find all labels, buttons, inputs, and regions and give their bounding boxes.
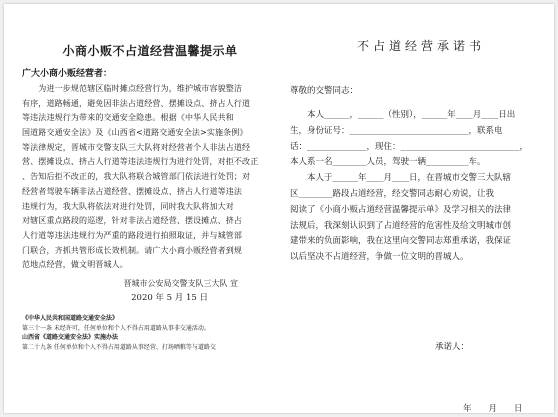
notice-line: 营、摆摊设点、挤占人行道等违法违规行为进行处罚，对拒不改正 bbox=[22, 157, 259, 167]
notice-line: 有序，道路畅通，避免因非法占道经营、摆摊设点、挤占人行道 bbox=[22, 98, 251, 108]
notice-line: 经营者驾驶车辆非法占道经营、摆摊设点、挤占人行道等违法 bbox=[22, 186, 243, 196]
pledge-line: 本人于______年____月____日，在晋城市交警三大队辖 bbox=[290, 173, 512, 184]
pledge-section bbox=[290, 38, 538, 414]
notice-line: 、告知后拒不改正的，我大队将联合城管部门依法进行处罚；对 bbox=[22, 172, 251, 182]
notice-line: 门联合，齐抓共管形成长效机制。请广大小商小贩经营者到规 bbox=[22, 245, 243, 255]
pledge-date-label: 年 月 日 bbox=[463, 404, 523, 414]
pledge-line: 生，身份证号：____________________________，联系电 bbox=[290, 125, 503, 136]
law-title: 山西省《道路交通安全法》实施办法 bbox=[22, 334, 119, 342]
pledge-line: 建带来的负面影响，我在这里向交警同志郑重承诺，我保证 bbox=[290, 236, 512, 247]
law-title: 《中华人民共和国道路交通安全法》 bbox=[22, 314, 119, 322]
notice-line: 国道路交通安全法》及《山西省<道路交通安全法>实施条例》 bbox=[22, 128, 248, 138]
notice-signature: 晋城市公安局交警支队三大队 宣 bbox=[123, 278, 238, 288]
pledge-body bbox=[290, 108, 538, 266]
law-article: 第二十九条 任何单位和个人不得占用道路从事经营、打场晒粮等与道路交 bbox=[22, 343, 216, 351]
law-article: 第三十一条 未经许可，任何单位和个人不得占用道路从事非交通活动。 bbox=[22, 324, 210, 332]
pledger-signature-label: 承诺人： bbox=[435, 342, 470, 352]
pledge-line: 话：______________，现住：____________________________， bbox=[290, 141, 529, 152]
pledge-title: 不占道经营承诺书 bbox=[356, 39, 485, 53]
notice-line: 违规行为，我大队将依法对进行处罚，同时我大队将加大对 bbox=[22, 201, 234, 211]
pledge-line: 以后坚决不占道经营，争做一位文明的晋城人。 bbox=[290, 252, 469, 263]
notice-line: 范地点经营，做文明晋城人。 bbox=[22, 260, 128, 270]
notice-date: 2020 年 5 月 15 日 bbox=[131, 292, 208, 303]
notice-body bbox=[22, 82, 278, 273]
document-sheet bbox=[4, 4, 554, 413]
pledge-line: 阅读了《小商小贩占道经营温馨提示单》及学习相关的法律 bbox=[290, 204, 512, 215]
law-excerpts bbox=[22, 314, 278, 352]
notice-line: 对辖区重点路段的巡逻，针对非法占道经营、摆设摊点、挤占 bbox=[22, 216, 243, 226]
notice-addressee: 广大小商小贩经营者： bbox=[22, 69, 113, 79]
notice-section bbox=[22, 44, 278, 352]
pledge-line: 区________路段占道经营，经交警同志耐心劝说，让我 bbox=[290, 188, 495, 199]
pledge-line: 本人系一名________人员，驾驶一辆__________车。 bbox=[290, 157, 486, 168]
notice-line: 人行道等违法违规行为严重的路段进行拍照取证，并与城管部 bbox=[22, 230, 243, 240]
pledge-line: 本人______，______（性别），______年____月____日出 bbox=[290, 110, 516, 120]
pledge-greeting: 尊敬的交警同志： bbox=[290, 86, 359, 96]
notice-line: 等违法违规行为带来的交通安全隐患。根据《中华人民共和 bbox=[22, 113, 234, 123]
notice-line: 等法律规定，晋城市交警支队三大队将对经营者个人非法占道经 bbox=[22, 142, 251, 152]
notice-title: 小商小贩不占道经营温馨提示单 bbox=[62, 44, 238, 58]
pledge-line: 法规后，我深刻认识到了占道经营的危害性及给文明城市创 bbox=[290, 220, 512, 231]
notice-line: 为进一步规范辖区临时摊点经营行为，维护城市容貌整洁 bbox=[22, 84, 243, 93]
